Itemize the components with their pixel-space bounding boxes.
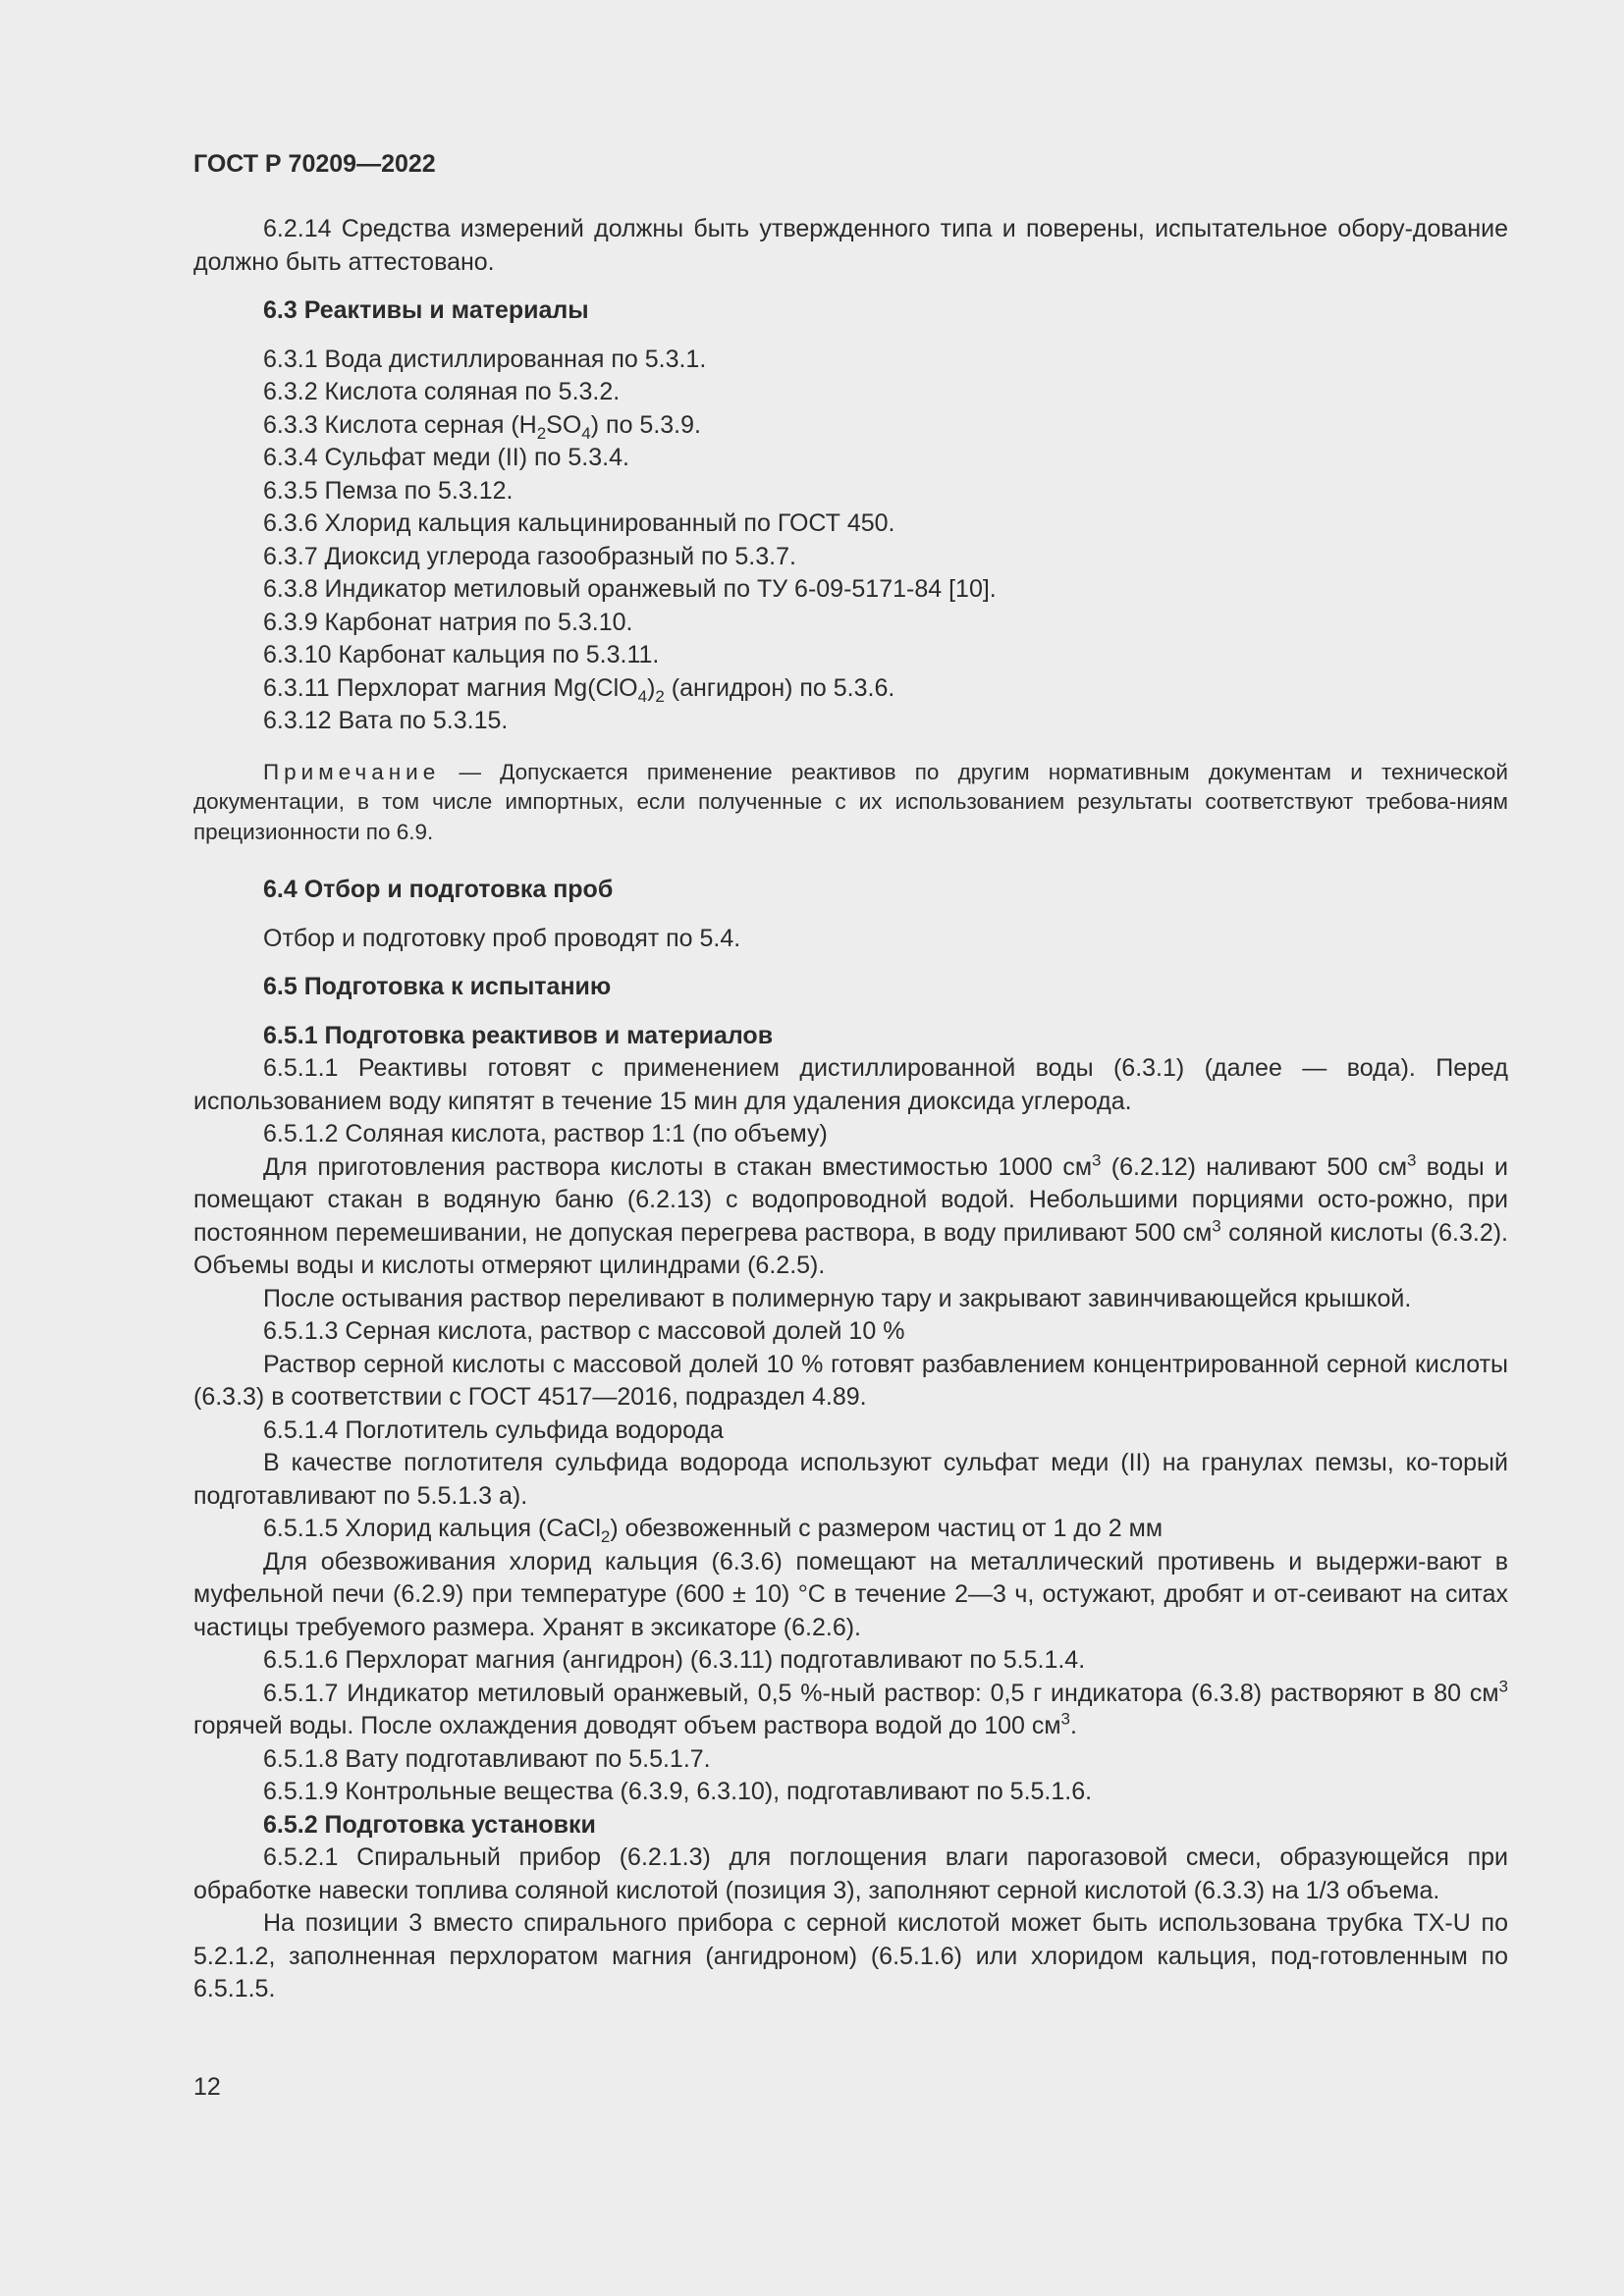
- subsection-heading-6-5-1: 6.5.1 Подготовка реактивов и материалов: [263, 1021, 774, 1049]
- list-item: 6.3.5 Пемза по 5.3.12.: [263, 476, 514, 505]
- paragraph: В качестве поглотителя сульфида водорода используют сульфат меди (II) на гранулах пемзы, ко-торый подготавливают по 5.5.1.3 а).: [193, 1449, 1508, 1510]
- paragraph: 6.5.2.1 Спиральный прибор (6.2.1.3) для поглощения влаги парогазовой смеси, образующейся при обработке навески топлива соляной кислотой (позиция 3), заполняют серной кислотой (6.3.3) на 1/3 объема.: [193, 1843, 1508, 1904]
- list-item: 6.3.1 Вода дистиллированная по 5.3.1.: [263, 345, 707, 373]
- page-content: [193, 147, 1508, 2006]
- paragraph: После остывания раствор переливают в полимерную тару и закрывают завинчивающейся крышкой.: [263, 1284, 1412, 1312]
- paragraph: 6.5.1.9 Контрольные вещества (6.3.9, 6.3.10), подготавливают по 5.5.1.6.: [263, 1778, 1093, 1805]
- paragraph: 6.5.1.2 Соляная кислота, раствор 1:1 (по объему): [263, 1120, 828, 1148]
- list-item: 6.3.9 Карбонат натрия по 5.3.10.: [263, 608, 633, 636]
- section-heading-6-5: 6.5 Подготовка к испытанию: [263, 973, 612, 1000]
- note-text: — Допускается применение реактивов по другим нормативным документам и технической документации, в том числе импортных, если полученные с их использованием результаты соответствуют требова-ниям прецизионности по 6.9.: [193, 759, 1508, 844]
- list-item: 6.3.10 Карбонат кальция по 5.3.11.: [263, 641, 660, 668]
- paragraph: 6.5.1.6 Перхлорат магния (ангидрон) (6.3.11) подготавливают по 5.5.1.4.: [263, 1646, 1086, 1674]
- paragraph: Раствор серной кислоты с массовой долей 10 % готовят разбавлением концентрированной серной кислоты (6.3.3) в соответствии с ГОСТ 4517—2016, подраздел 4.89.: [193, 1350, 1508, 1411]
- list-item: 6.3.12 Вата по 5.3.15.: [263, 707, 509, 734]
- subsection-heading-6-5-2: 6.5.2 Подготовка установки: [263, 1810, 596, 1839]
- list-item: 6.3.8 Индикатор метиловый оранжевый по ТУ 6-09-5171-84 [10].: [263, 575, 997, 603]
- page-number: 12: [193, 2073, 221, 2101]
- list-item: 6.3.11 Перхлорат магния $Mg(ClO_4)_2$ (ангидрон) по 5.3.6.: [263, 673, 895, 706]
- paragraph: 6.5.1.5 Хлорид кальция (CaCl$_2$) обезвоженный с размером частиц от 1 до 2 мм: [263, 1515, 1164, 1546]
- list-item: 6.3.2 Кислота соляная по 5.3.2.: [263, 378, 621, 405]
- paragraph: 6.5.1.4 Поглотитель сульфида водорода: [263, 1415, 724, 1444]
- list-item: 6.3.6 Хлорид кальция кальцинированный по ГОСТ 450.: [263, 509, 895, 537]
- list-item: 6.3.3 Кислота серная $(H_2SO_4)$ по 5.3.9.: [263, 410, 701, 443]
- paragraph: Для обезвоживания хлорид кальция (6.3.6) помещают на металлический противень и выдержи-вают в муфельной печи (6.2.9) при температуре (600 ± 10) °C в течение 2—3 ч, остужают, дробят и от-сеивают на ситах частицы требуемого размера. Хранят в эксикаторе (6.2.6).: [193, 1547, 1508, 1641]
- paragraph: 6.5.1.3 Серная кислота, раствор с массовой долей 10 %: [263, 1317, 905, 1345]
- paragraph: 6.5.1.7 Индикатор метиловый оранжевый, 0,5 %-ный раствор: 0,5 г индикатора (6.3.8) растворяют в 80 $см^3$ горячей воды. После охлаждения доводят объем раствора водой до 100 $см^3$.: [193, 1677, 1508, 1739]
- list-item: 6.3.4 Сульфат меди (II) по 5.3.4.: [263, 444, 629, 471]
- section-heading-6-4: 6.4 Отбор и подготовка проб: [263, 876, 614, 903]
- paragraph: 6.5.1.1 Реактивы готовят с применением дистиллированной воды (6.3.1) (далее — вода). Перед использованием воду кипятят в течение 15 мин для удаления диоксида углерода.: [193, 1054, 1508, 1115]
- document-header: ГОСТ Р 70209—2022: [193, 150, 436, 178]
- paragraph-6-2-14: 6.2.14 Средства измерений должны быть утвержденного типа и поверены, испытательное обору-дование должно быть аттестовано.: [193, 215, 1508, 276]
- paragraph: 6.5.1.8 Вату подготавливают по 5.5.1.7.: [263, 1744, 711, 1773]
- note-paragraph: [193, 758, 1508, 848]
- list-item: 6.3.7 Диоксид углерода газообразный по 5.3.7.: [263, 542, 796, 570]
- note-label: Примечание: [263, 759, 441, 784]
- paragraph: Для приготовления раствора кислоты в стакан вместимостью 1000 $см^3$ (6.2.12) наливают 500 $см^3$ воды и помещают стакан в водяную баню (6.2.13) с водопроводной водой. Небольшими порциями осто-рожно, при постоянном перемешивании, не допуская перегрева раствора, в воду приливают 500 $см^3$ соляной кислоты (6.3.2). Объемы воды и кислоты отмеряют цилиндрами (6.2.5).: [193, 1150, 1508, 1279]
- paragraph: Отбор и подготовку проб проводят по 5.4.: [263, 924, 741, 952]
- section-heading-6-3: 6.3 Реактивы и материалы: [263, 296, 589, 324]
- paragraph: На позиции 3 вместо спирального прибора с серной кислотой может быть использована трубка ТХ-U по 5.2.1.2, заполненная перхлоратом магния (ангидроном) (6.5.1.6) или хлоридом кальция, под-готовленным по 6.5.1.5.: [193, 1909, 1508, 2002]
